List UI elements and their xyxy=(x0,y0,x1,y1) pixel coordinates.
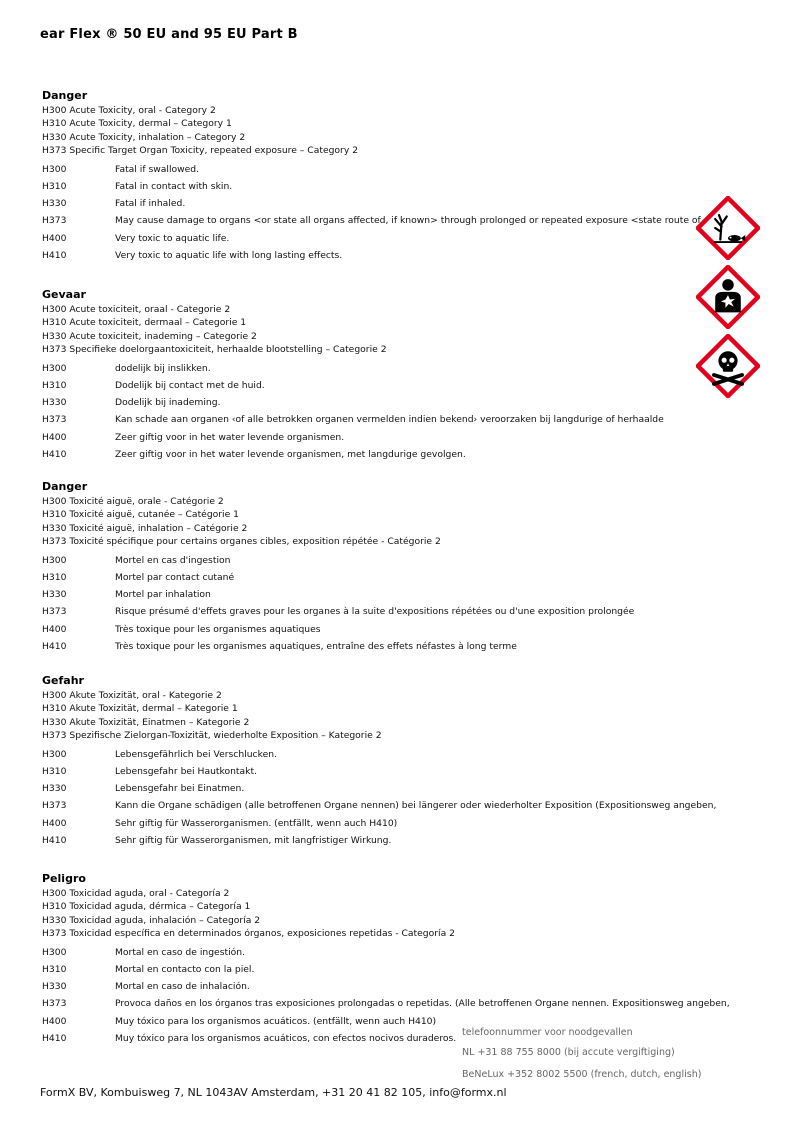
hazard-code: H330 xyxy=(42,589,67,601)
hazard-text: Très toxique pour les organismes aquatiques xyxy=(115,623,321,635)
hazard-statement-row xyxy=(42,815,742,832)
classification-list xyxy=(42,689,742,743)
emergency-label: telefoonnummer voor noodgevallen xyxy=(462,1027,633,1038)
emergency-phone-benelux: BeNeLux +352 8002 5500 (french, dutch, english) xyxy=(462,1069,702,1080)
hazard-statement-row xyxy=(42,230,742,247)
hazard-code: H300 xyxy=(42,362,67,374)
hazard-code: H373 xyxy=(42,606,67,618)
classification-line: H310 Acute Toxicity, dermal – Category 1 xyxy=(42,118,232,130)
classification-line: H300 Acute Toxicity, oral - Category 2 xyxy=(42,105,216,116)
hazard-statement-row xyxy=(42,569,742,586)
hazard-code: H300 xyxy=(42,554,67,566)
hazard-statement-row xyxy=(42,621,742,638)
hazard-code: H373 xyxy=(42,414,67,426)
skull-crossbones-icon xyxy=(696,334,760,398)
hazard-statement-list xyxy=(42,746,742,850)
classification-line: H330 Acute Toxicity, inhalation – Category 2 xyxy=(42,131,246,143)
hazard-statement-row xyxy=(42,995,742,1012)
hazard-statement-row xyxy=(42,394,742,411)
hazard-code: H300 xyxy=(42,748,67,760)
hazard-code: H300 xyxy=(42,163,67,175)
hazard-statement-row xyxy=(42,944,742,961)
hazard-statement-row xyxy=(42,638,742,655)
hazard-section-en xyxy=(42,88,742,264)
classification-line: H310 Toxicidad aguda, dérmica – Categoría 1 xyxy=(42,901,251,913)
classification-list xyxy=(42,887,742,941)
page-title: ear Flex ® 50 EU and 95 EU Part B xyxy=(40,27,298,42)
hazard-text: Dodelijk bij contact met de huid. xyxy=(115,379,265,391)
health-hazard-icon xyxy=(696,265,760,329)
hazard-text: Zeer giftig voor in het water levende organismen. xyxy=(115,431,345,443)
hazard-statement-row xyxy=(42,411,742,428)
hazard-text: Very toxic to aquatic life. xyxy=(115,232,230,244)
hazard-code: H410 xyxy=(42,835,67,847)
hazard-code: H310 xyxy=(42,379,67,391)
classification-line: H373 Toxicidad específica en determinados órganos, exposiciones repetidas - Categoría 2 xyxy=(42,928,455,940)
hazard-text: Lebensgefahr bei Einatmen. xyxy=(115,783,245,795)
hazard-code: H310 xyxy=(42,571,67,583)
hazard-statement-row xyxy=(42,552,742,569)
hazard-code: H330 xyxy=(42,981,67,993)
ghs-pictograms xyxy=(696,196,760,403)
hazard-text: Muy tóxico para los organismos acuáticos, con efectos nocivos duraderos. xyxy=(115,1033,457,1045)
classification-line: H310 Toxicité aiguë, cutanée – Catégorie 1 xyxy=(42,509,240,521)
hazard-statement-row xyxy=(42,178,742,195)
classification-line: H330 Toxicidad aguda, inhalación – Categoría 2 xyxy=(42,914,261,926)
classification-line: H373 Toxicité spécifique pour certains organes cibles, exposition répétée - Catégorie 2 xyxy=(42,536,441,548)
hazard-code: H400 xyxy=(42,431,67,443)
hazard-statement-row xyxy=(42,586,742,603)
hazard-section-fr xyxy=(42,479,742,655)
hazard-code: H373 xyxy=(42,800,67,812)
hazard-text: Fatal in contact with skin. xyxy=(115,180,233,192)
hazard-code: H410 xyxy=(42,641,67,653)
classification-line: H373 Spezifische Zielorgan-Toxizität, wiederholte Exposition – Kategorie 2 xyxy=(42,730,382,742)
hazard-code: H373 xyxy=(42,998,67,1010)
hazard-code: H310 xyxy=(42,180,67,192)
hazard-statement-row xyxy=(42,360,742,377)
hazard-text: Kan schade aan organen ‹of alle betrokken organen vermelden indien bekend› veroorzaken bij langdurige of herhaalde xyxy=(115,414,664,426)
hazard-statement-row xyxy=(42,763,742,780)
hazard-text: dodelijk bij inslikken. xyxy=(115,362,211,374)
hazard-text: Mortal en caso de ingestión. xyxy=(115,946,246,958)
signal-word: Gefahr xyxy=(42,674,84,687)
hazard-statement-row xyxy=(42,832,742,849)
hazard-text: Kann die Organe schädigen (alle betroffenen Organe nennen) bei längerer oder wiederholter Exposition (Expositionsweg angeben, xyxy=(115,800,717,812)
hazard-statement-row xyxy=(42,746,742,763)
hazard-text: Très toxique pour les organismes aquatiques, entraîne des effets néfastes à long terme xyxy=(115,641,517,653)
hazard-text: Provoca daños en los órganos tras exposiciones prolongadas o repetidas. (Alle betroffenen Organe nennen. Expositionsweg angeben, xyxy=(115,998,730,1010)
hazard-statement-list xyxy=(42,552,742,656)
signal-word: Danger xyxy=(42,480,88,493)
hazard-code: H300 xyxy=(42,946,67,958)
hazard-text: May cause damage to organs <or state all organs affected, if known> through prolonged or repeated exposure <state route of xyxy=(115,215,701,227)
classification-list xyxy=(42,303,742,357)
emergency-contact xyxy=(462,1024,701,1086)
hazard-text: Mortel en cas d'ingestion xyxy=(115,554,231,566)
footer-address: FormX BV, Kombuisweg 7, NL 1043AV Amsterdam, +31 20 41 82 105, info@formx.nl xyxy=(40,1086,507,1099)
classification-line: H310 Akute Toxizität, dermal – Kategorie 1 xyxy=(42,703,238,715)
hazard-section-es xyxy=(42,871,742,1047)
hazard-text: Mortel par contact cutané xyxy=(115,571,235,583)
hazard-text: Sehr giftig für Wasserorganismen, mit langfristiger Wirkung. xyxy=(115,835,392,847)
hazard-text: Mortel par inhalation xyxy=(115,589,211,601)
signal-word: Gevaar xyxy=(42,288,86,301)
hazard-code: H310 xyxy=(42,963,67,975)
hazard-text: Zeer giftig voor in het water levende organismen, met langdurige gevolgen. xyxy=(115,449,466,461)
hazard-code: H330 xyxy=(42,397,67,409)
classification-line: H300 Acute toxiciteit, oraal - Categorie 2 xyxy=(42,304,231,315)
hazard-statement-list xyxy=(42,360,742,464)
hazard-text: Risque présumé d'effets graves pour les organes à la suite d'expositions répétées ou d'une exposition prolongée xyxy=(115,606,635,618)
hazard-code: H410 xyxy=(42,250,67,262)
classification-list xyxy=(42,495,742,549)
hazard-code: H410 xyxy=(42,1033,67,1045)
hazard-code: H410 xyxy=(42,449,67,461)
hazard-statement-row xyxy=(42,212,742,229)
hazard-code: H330 xyxy=(42,198,67,210)
hazard-code: H310 xyxy=(42,765,67,777)
hazard-section-nl xyxy=(42,287,742,463)
classification-line: H330 Akute Toxizität, Einatmen – Kategorie 2 xyxy=(42,716,250,728)
hazard-text: Very toxic to aquatic life with long lasting effects. xyxy=(115,250,343,262)
hazard-statement-row xyxy=(42,195,742,212)
hazard-text: Fatal if swallowed. xyxy=(115,163,200,175)
classification-line: H300 Toxicidad aguda, oral - Categoría 2 xyxy=(42,888,230,899)
classification-line: H300 Toxicité aiguë, orale - Catégorie 2 xyxy=(42,496,224,507)
environment-hazard-icon xyxy=(696,196,760,260)
hazard-text: Fatal if inhaled. xyxy=(115,198,186,210)
hazard-statement-row xyxy=(42,377,742,394)
hazard-statement-row xyxy=(42,446,742,463)
hazard-code: H400 xyxy=(42,817,67,829)
hazard-statement-row xyxy=(42,161,742,178)
hazard-code: H400 xyxy=(42,232,67,244)
classification-line: H310 Acute toxiciteit, dermaal – Categorie 1 xyxy=(42,317,247,329)
classification-line: H330 Acute toxiciteit, inademing – Categorie 2 xyxy=(42,330,257,342)
hazard-statement-row xyxy=(42,978,742,995)
hazard-code: H330 xyxy=(42,783,67,795)
signal-word: Peligro xyxy=(42,872,86,885)
hazard-text: Lebensgefährlich bei Verschlucken. xyxy=(115,748,277,760)
hazard-text: Mortal en contacto con la piel. xyxy=(115,963,255,975)
emergency-phone-nl: NL +31 88 755 8000 (bij accute vergiftiging) xyxy=(462,1047,675,1058)
hazard-statement-row xyxy=(42,961,742,978)
hazard-code: H400 xyxy=(42,1015,67,1027)
classification-line: H373 Specific Target Organ Toxicity, repeated exposure – Category 2 xyxy=(42,145,359,157)
classification-line: H373 Specifieke doelorgaantoxiciteit, herhaalde blootstelling – Categorie 2 xyxy=(42,344,387,356)
classification-line: H330 Toxicité aiguë, inhalation – Catégorie 2 xyxy=(42,522,248,534)
hazard-statement-row xyxy=(42,429,742,446)
hazard-statement-row xyxy=(42,603,742,620)
signal-word: Danger xyxy=(42,89,88,102)
hazard-statement-list xyxy=(42,161,742,265)
hazard-code: H400 xyxy=(42,623,67,635)
hazard-statement-row xyxy=(42,247,742,264)
hazard-text: Mortal en caso de inhalación. xyxy=(115,981,250,993)
hazard-code: H373 xyxy=(42,215,67,227)
hazard-statement-row xyxy=(42,797,742,814)
hazard-text: Sehr giftig für Wasserorganismen. (entfällt, wenn auch H410) xyxy=(115,817,398,829)
hazard-text: Muy tóxico para los organismos acuáticos. (entfällt, wenn auch H410) xyxy=(115,1015,437,1027)
classification-line: H300 Akute Toxizität, oral - Kategorie 2 xyxy=(42,690,222,701)
classification-list xyxy=(42,104,742,158)
hazard-section-de xyxy=(42,673,742,849)
hazard-statement-row xyxy=(42,780,742,797)
hazard-text: Lebensgefahr bei Hautkontakt. xyxy=(115,765,258,777)
hazard-text: Dodelijk bij inademing. xyxy=(115,397,221,409)
